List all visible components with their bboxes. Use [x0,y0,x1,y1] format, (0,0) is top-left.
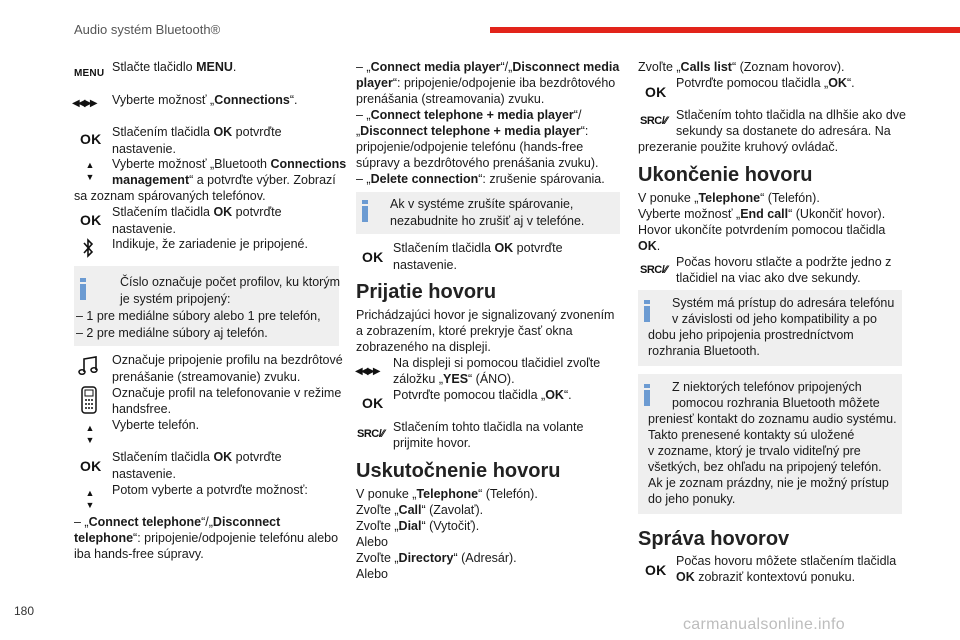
step-confirm-ok-3-cont: nastavenie. [112,467,176,481]
watermark: carmanualsonline.info [683,616,845,633]
info-line: – 1 pre mediálne súbory alebo 1 pre telefón, [76,309,321,323]
up-down-arrows-icon: ▲ ▼ [85,160,95,182]
step-confirm-ok-1: Stlačením tlačidla OK potvrďte [112,125,282,139]
info-line: pomocou rozhrania Bluetooth môžete [672,396,880,410]
text-context-menu-cont: OK zobraziť kontextovú ponuku. [676,570,856,584]
note-handsfree-profile-cont: handsfree. [112,402,172,416]
option-media-player-end: prenášania (streamovania) zvuku. [356,92,545,106]
text-or-1: Alebo [356,535,388,549]
text-hold-button: Počas hovoru stlačte a podržte jedno z [676,255,892,269]
text-hold-button-cont: tlačidiel na viac ako dve sekundy. [676,271,861,285]
ok-button-icon: OK [80,212,102,228]
text-incoming-call-3: zobrazeného na displeji. [356,340,491,354]
step-confirm-ok-1-cont: nastavenie. [112,142,176,156]
text-src-long-press-2: sekundy sa dostanete do adresára. Na [676,124,891,138]
ok-button-icon: OK [362,395,384,411]
info-box-profiles [74,266,339,346]
heading-ending-call: Ukončenie hovoru [638,164,813,186]
text-select-directory: Zvoľte „Directory“ (Adresár). [356,551,517,565]
step-bt-management-cont: management“ a potvrďte výber. Zobrazí [112,173,336,187]
text-src-long-press: Stlačením tohto tlačidla na dlhšie ako dve [676,108,906,122]
text-end-confirm: Hovor ukončíte potvrdením pomocou tlačidla [638,223,886,237]
text-end-call: Vyberte možnosť „End call“ (Ukončiť hovor). [638,207,886,221]
note-streaming-profile: Označuje pripojenie profilu na bezdrôtové [112,353,343,367]
info-line: do jeho ponuky. [648,492,736,506]
text-calls-list: Zvoľte „Calls list“ (Zoznam hovorov). [638,60,845,74]
ok-button-icon: OK [645,84,667,100]
steering-wheel-src-icon: SRC/⁄⁄ [357,428,384,440]
option-telephone-media-desc: pripojenie/odpojenie telefónu (hands-free [356,140,584,154]
step-bt-management: Vyberte možnosť „Bluetooth Connections [112,157,347,171]
info-line: nezabudnite ho zrušiť aj v telefóne. [390,214,585,228]
info-box-contacts [638,374,902,514]
heading-making-call: Uskutočnenie hovoru [356,460,561,482]
info-line: Systém má prístup do adresára telefónu [672,296,895,310]
option-connect-telephone-end: iba hands-free súpravy. [74,547,204,561]
text-select-dial: Zvoľte „Dial“ (Vytočiť). [356,519,480,533]
step-answer-wheel: Stlačením tohto tlačidla na volante [393,420,584,434]
text-end-confirm-ok: OK. [638,239,661,253]
heading-receiving-call: Prijatie hovoru [356,281,497,303]
option-media-player-cont: player“: pripojenie/odpojenie iba bezdrôtového [356,76,616,90]
step-press-menu: Stlačte tlačidlo MENU. [112,60,237,74]
text-telephone-menu: V ponuke „Telephone“ (Telefón). [356,487,538,501]
text-or-2: Alebo [356,567,388,581]
music-note-icon [78,355,100,377]
info-icon [80,278,86,300]
info-line: Ak je zoznam prázdny, nie je možný prístup [648,476,889,490]
ok-button-icon: OK [80,458,102,474]
left-right-arrows-icon: ◀◀ ▶▶ [355,366,379,377]
menu-button-icon: MENU [74,68,105,79]
step-confirm-ok-6: Potvrďte pomocou tlačidla „OK“. [676,76,855,90]
info-icon [362,200,368,222]
ok-button-icon: OK [80,131,102,147]
info-line: Číslo označuje počet profilov, ku ktorým [120,275,341,289]
page-number: 180 [14,604,35,618]
text-context-menu: Počas hovoru môžete stlačením tlačidla [676,554,897,568]
info-line: Takto prenesené kontakty sú uložené [648,428,855,442]
step-confirm-ok-2-cont: nastavenie. [112,222,176,236]
step-select-option: Potom vyberte a potvrďte možnosť: [112,483,308,497]
note-streaming-profile-cont: prenášanie (streamovanie) zvuku. [112,370,301,384]
step-confirm-ok-3: Stlačením tlačidla OK potvrďte [112,450,282,464]
option-connect-telephone-cont: telephone“: pripojenie/odpojenie telefónu alebo [74,531,339,545]
info-line: v závislosti od jeho kompatibility a po [672,312,877,326]
step-bt-management-end: sa zoznam spárovaných telefónov. [74,189,266,203]
option-delete-connection: – „Delete connection“: zrušenie spárovania. [356,172,605,186]
option-telephone-media-desc-2: súpravy a bezdrôtového prenášania zvuku). [356,156,599,170]
running-header: Audio systém Bluetooth® [74,22,221,37]
info-line: preniesť kontakt do zoznamu audio systému. [648,412,897,426]
info-line: dobu jeho pripojenia prostredníctvom [648,328,854,342]
step-select-connections: Vyberte možnosť „Connections“. [112,93,298,107]
up-down-arrows-icon: ▲ ▼ [85,488,95,510]
ok-button-icon: OK [362,249,384,265]
step-confirm-ok-4-cont: nastavenie. [393,258,457,272]
bluetooth-icon [82,238,94,258]
option-telephone-media: – „Connect telephone + media player“/ [356,108,582,122]
steering-wheel-src-icon: SRC/⁄⁄ [640,115,667,127]
step-select-yes-cont: záložku „YES“ (ÁNO). [393,372,515,386]
info-line: Ak v systéme zrušíte spárovanie, [390,197,574,211]
heading-call-management: Správa hovorov [638,528,790,550]
info-box-unpair [356,192,620,234]
steering-wheel-src-icon: SRC/⁄⁄ [640,264,667,276]
step-select-yes: Na displeji si pomocou tlačidiel zvoľte [393,356,601,370]
left-right-arrows-icon: ◀◀ ▶▶ [72,98,96,109]
header-accent-bar [490,27,960,33]
option-connect-telephone: – „Connect telephone“/„Disconnect [74,515,281,529]
info-line: Z niektorých telefónov pripojených [672,380,862,394]
note-device-connected: Indikuje, že zariadenie je pripojené. [112,237,308,251]
info-icon [644,300,650,322]
option-telephone-media-cont: „Disconnect telephone + media player“: [356,124,589,138]
text-incoming-call: Prichádzajúci hovor je signalizovaný zvonením [356,308,615,322]
step-confirm-ok-5: Potvrďte pomocou tlačidla „OK“. [393,388,572,402]
step-select-phone: Vyberte telefón. [112,418,200,432]
info-icon [644,384,650,406]
info-line: – 2 pre mediálne súbory aj telefón. [76,326,268,340]
text-incoming-call-2: a zobrazením, ktoré prekryje časť okna [356,324,573,338]
info-line: v zozname, ktorý je trvalo viditeľný pre [648,444,861,458]
info-line: všetkých, bez ohľadu na pripojený telefón. [648,460,882,474]
text-select-call: Zvoľte „Call“ (Zavolať). [356,503,484,517]
info-line: je systém pripojený: [120,292,231,306]
phone-icon [80,386,98,414]
info-line: rozhrania Bluetooth. [648,344,760,358]
option-media-player: – „Connect media player“/„Disconnect media [356,60,620,74]
note-handsfree-profile: Označuje profil na telefonovanie v režime [112,386,342,400]
info-box-directory [638,290,902,366]
up-down-arrows-icon: ▲ ▼ [85,423,95,445]
step-confirm-ok-2: Stlačením tlačidla OK potvrďte [112,205,282,219]
step-answer-wheel-cont: prijmite hovor. [393,436,471,450]
step-confirm-ok-4: Stlačením tlačidla OK potvrďte [393,241,563,255]
text-end-telephone: V ponuke „Telephone“ (Telefón). [638,191,820,205]
ok-button-icon: OK [645,562,667,578]
text-src-long-press-3: prezeranie použite kruhový ovládač. [638,140,839,154]
